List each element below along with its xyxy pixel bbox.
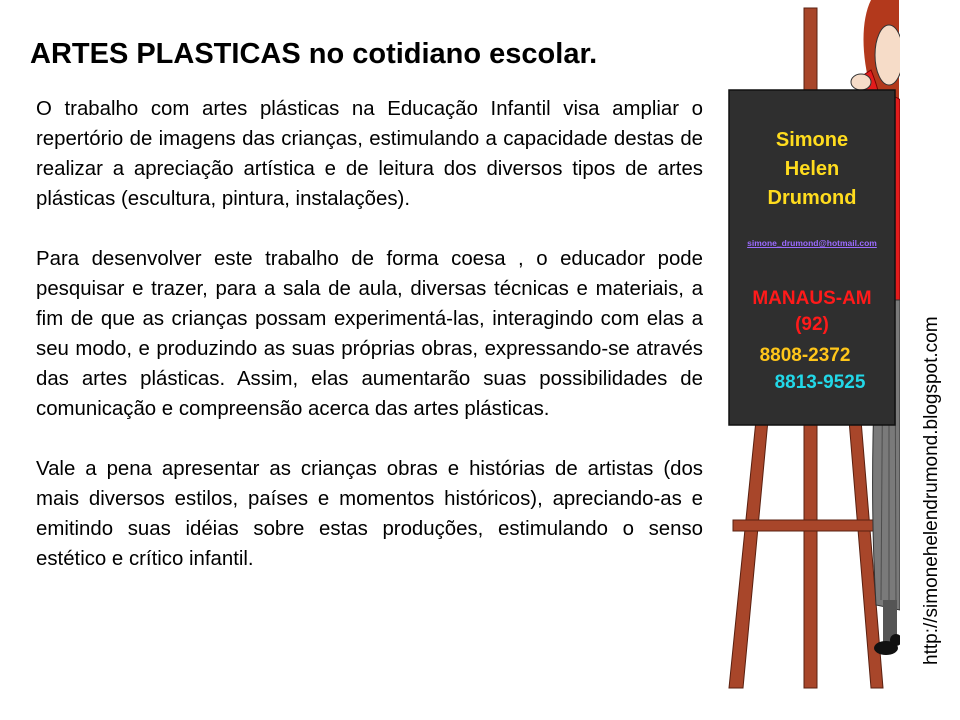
phone-number-1: 8808-2372 xyxy=(759,345,851,366)
blog-url-link[interactable]: http://simonehelendrumond.blogspot.com xyxy=(921,316,942,665)
author-first-name: Simone xyxy=(775,129,849,151)
paragraph-1: O trabalho com artes plásticas na Educação Infantil visa ampliar o repertório de imagens das crianças, estimulando a capacidade destas de realizar a apreciação artística e de leitura dos diversos tipos de artes plásticas (escultura, pintura, instalações). xyxy=(36,98,703,210)
paragraph-2: Para desenvolver este trabalho de forma coesa , o educador pode pesquisar e trazer, para a sala de aula, diversas técnicas e materiais, a fim de que as crianças possam experimentá-las, interagindo com elas a seu modo, e produzindo as suas próprias obras, expressando-se através das artes plásticas. Assim, elas aumentarão suas possibilidades de comunicação e compreensão acerca das artes plásticas. xyxy=(36,248,703,420)
author-middle-name: Helen xyxy=(784,158,840,180)
article-body xyxy=(36,94,703,604)
area-code: (92) xyxy=(795,314,829,335)
city-label: MANAUS-AM xyxy=(752,288,872,309)
contact-location xyxy=(729,286,895,338)
email-link[interactable]: simone_drumond@hotmail.com xyxy=(747,238,877,248)
author-last-name: Drumond xyxy=(767,187,857,209)
author-name xyxy=(729,126,895,213)
paragraph-3: Vale a pena apresentar as crianças obras e histórias de artistas (dos mais diversos estilos, países e momentos históricos), apreciando-as e emitindo suas idéias sobre estas produções, estimulando o senso estético e crítico infantil. xyxy=(36,458,703,570)
page-title: ARTES PLASTICAS no cotidiano escolar. xyxy=(30,38,598,70)
phone-number-2: 8813-9525 xyxy=(774,372,866,393)
